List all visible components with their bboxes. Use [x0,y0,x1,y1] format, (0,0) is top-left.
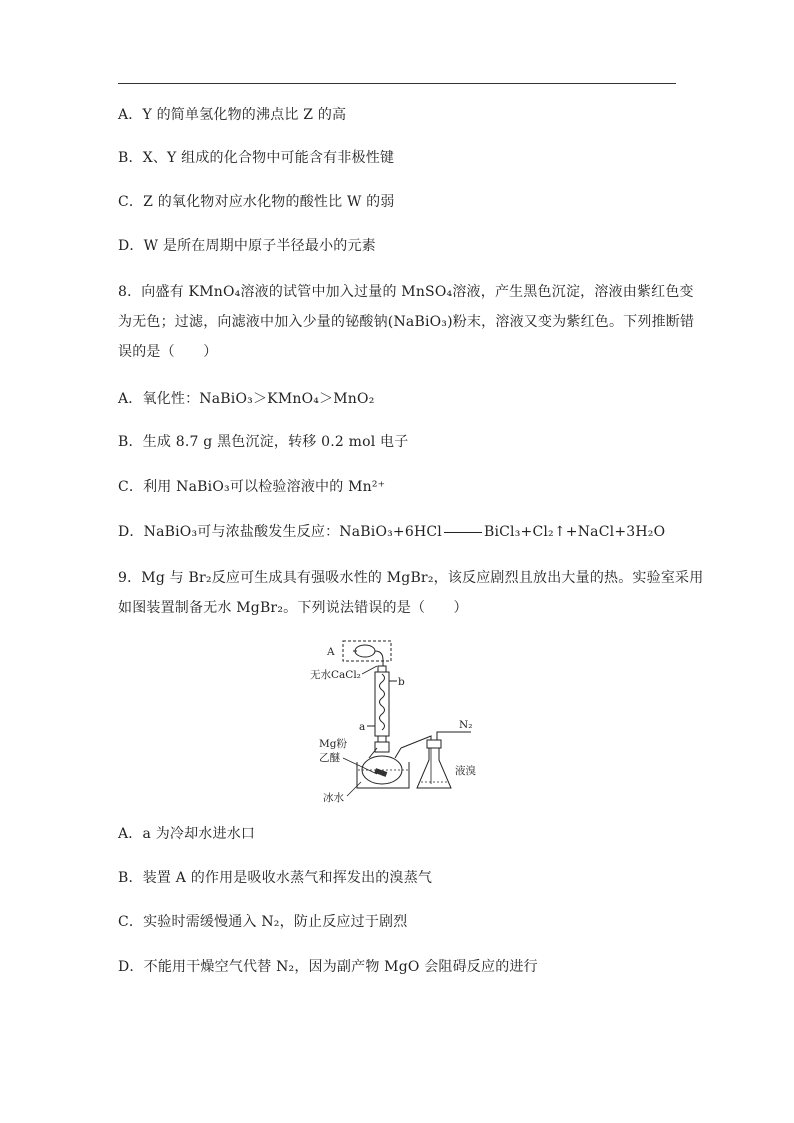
drying-tube-bulb [355,645,375,657]
label-mg: Mg粉 [319,738,347,750]
condenser-top-stopper [378,666,386,672]
q8-option-d [118,522,665,542]
stir-bar [374,768,387,777]
q9-option-d: D．不能用干燥空气代替 N₂，因为副产物 MgO 会阻碍反应的进行 [118,959,538,975]
q7-option-a: A．Y 的简单氢化物的沸点比 Z 的高 [118,107,347,123]
n2-inlet-tube [437,732,455,740]
q8-option-d-reactants: D．NaBiO₃可与浓盐酸发生反应：NaBiO₃+6HCl [118,524,442,540]
condenser-bottom-stopper [378,736,386,742]
label-a-upper: A [327,646,335,658]
q8-stem-line-2: 为无色；过滤，向滤液中加入少量的铋酸钠(NaBiO₃)粉末，溶液又变为紫红色。下列推断错 [118,314,695,330]
header-rule [118,83,676,84]
ice-pointer [347,782,361,796]
q9-stem-line-2: 如图装置制备无水 MgBr₂。下列说法错误的是（ ） [118,600,468,616]
apparatus-svg [305,636,495,804]
apparatus-diagram [305,636,495,804]
label-cacl2: 无水CaCl₂ [310,669,361,681]
q9-option-a: A．a 为冷却水进水口 [118,826,256,842]
label-a-lower: a [359,721,366,733]
ether-pointer [343,758,377,774]
drying-tube-bend [375,651,383,666]
flask-center-neck [375,742,389,752]
label-ether: 乙醚 [319,752,340,764]
label-bromine: 液溴 [455,765,476,777]
drying-tube-box [343,641,391,661]
label-ice: 冰水 [323,792,344,804]
q8-option-a: A．氧化性：NaBiO₃＞KMnO₄＞MnO₂ [118,391,375,407]
label-b: b [398,676,405,688]
q8-option-d-products: BiCl₃+Cl₂↑+NaCl+3H₂O [483,524,666,540]
q8-stem-line-3: 误的是（ ） [118,344,218,360]
condenser-coil [380,674,385,730]
erlenmeyer-stopper [427,740,441,748]
q8-option-c: C．利用 NaBiO₃可以检验溶液中的 Mn²⁺ [118,479,386,495]
q7-option-b: B．X、Y 组成的化合物中可能含有非极性键 [118,150,395,166]
q9-option-c: C．实验时需缓慢通入 N₂，防止反应过于剧烈 [118,914,408,930]
reaction-equals-sign [444,532,482,533]
q9-stem-line-1: 9．Mg 与 Br₂反应可生成具有强吸水性的 MgBr₂，该反应剧烈且放出大量的热。实验室采用 [118,570,704,586]
q8-stem-line-1: 8．向盛有 KMnO₄溶液的试管中加入过量的 MnSO₄溶液，产生黑色沉淀，溶液由紫红色变 [118,284,694,300]
label-n2: N₂ [459,719,473,731]
q7-option-c: C．Z 的氧化物对应水化物的酸性比 W 的弱 [118,194,395,210]
q9-option-b: B．装置 A 的作用是吸收水蒸气和挥发出的溴蒸气 [118,870,433,886]
q8-option-b: B．生成 8.7 g 黑色沉淀，转移 0.2 mol 电子 [118,434,409,450]
q7-option-d: D．W 是所在周期中原子半径最小的元素 [118,238,376,254]
